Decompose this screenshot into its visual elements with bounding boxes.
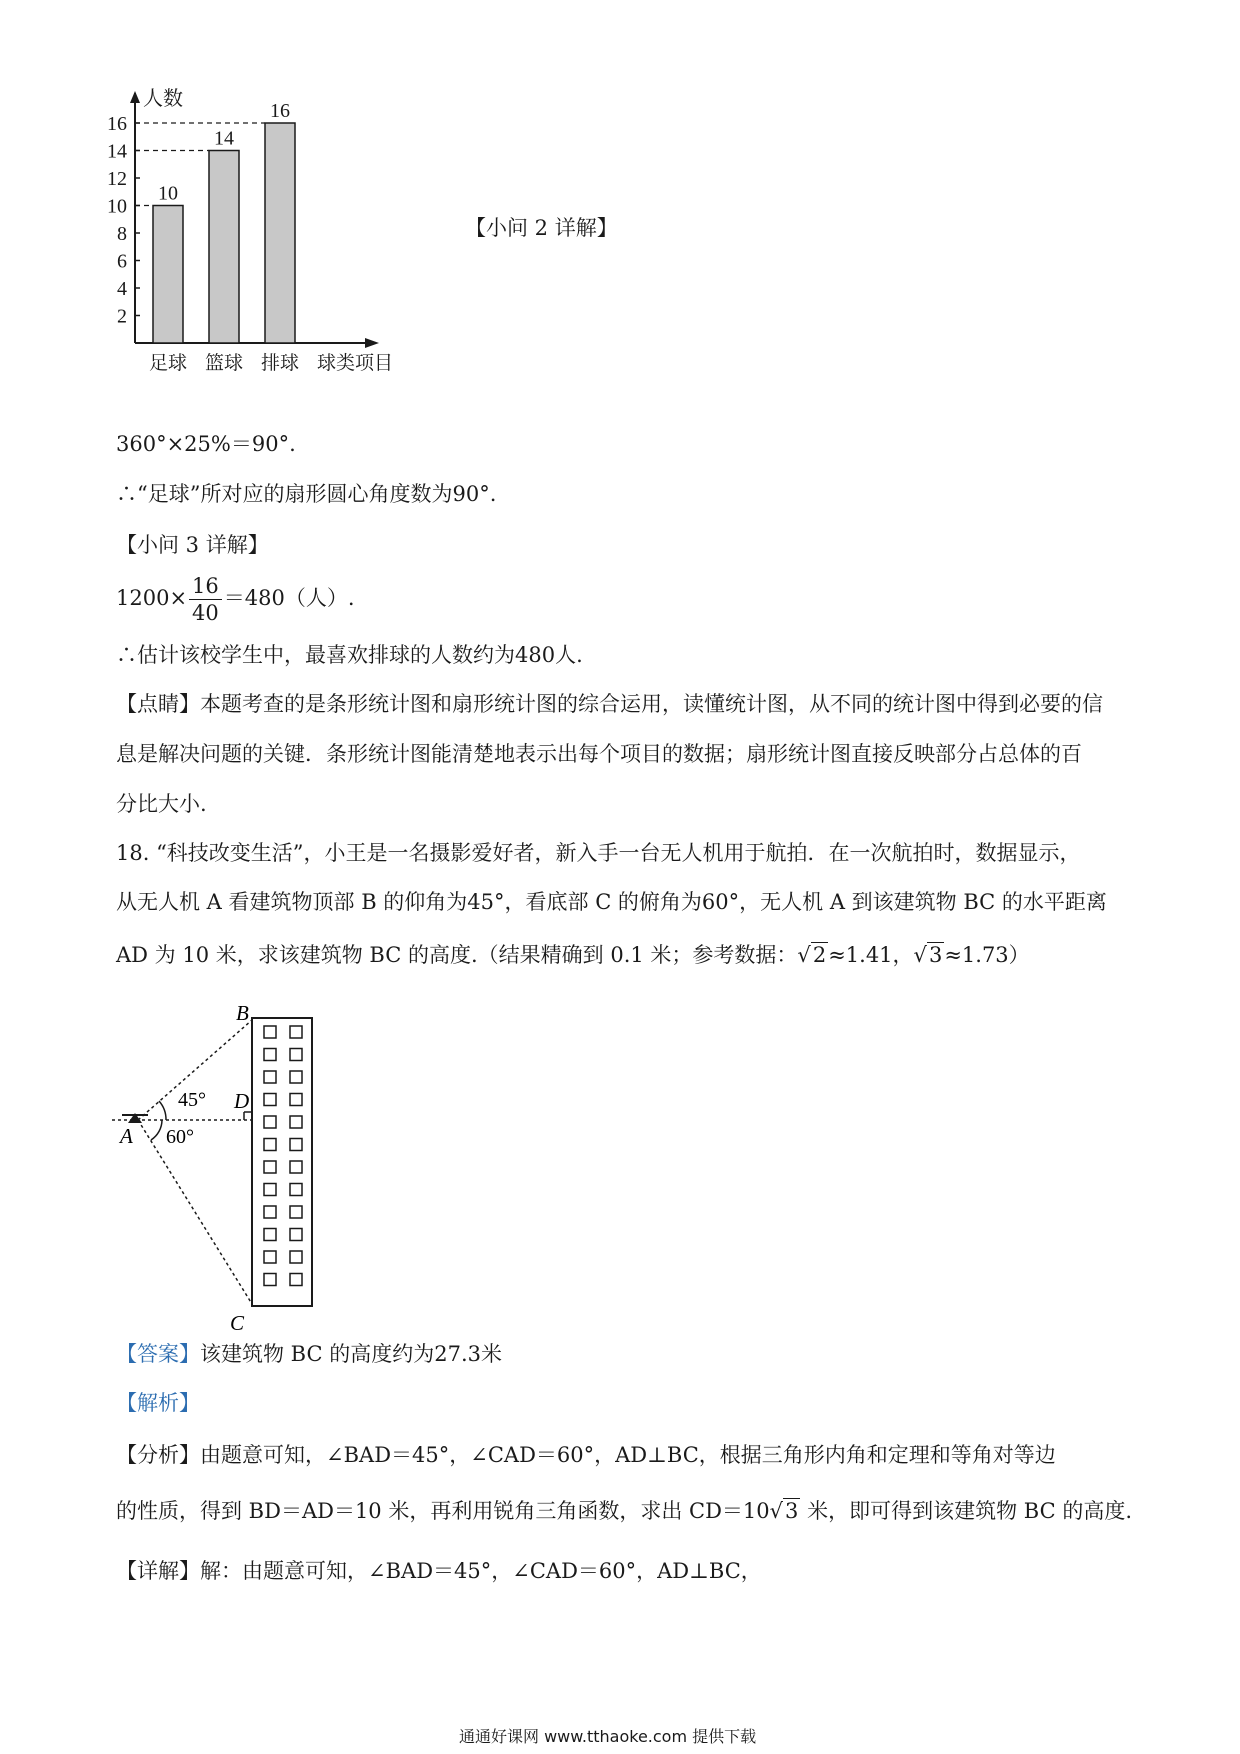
analysis-line-1: 【分析】由题意可知，∠BAD＝45°，∠CAD＝60°，AD⊥BC，根据三角形内角和定理和等角对等边 xyxy=(116,1443,1056,1467)
q3-fraction xyxy=(189,573,222,626)
window xyxy=(264,1184,276,1196)
category-label: 篮球 xyxy=(204,352,244,374)
window xyxy=(264,1071,276,1083)
heading-q2: 【小问 2 详解】 xyxy=(465,216,618,240)
window xyxy=(264,1161,276,1173)
window xyxy=(264,1139,276,1151)
answer-text: 该建筑物 BC 的高度约为27.3米 xyxy=(200,1342,502,1366)
page-footer: 通通好课网 www.tthaoke.com 提供下载 xyxy=(459,1727,757,1746)
analysis-tag: 【解析】 xyxy=(116,1391,200,1415)
window xyxy=(290,1116,302,1128)
window xyxy=(290,1139,302,1151)
sqrt3: √3 xyxy=(913,943,943,967)
sqrt2: √2 xyxy=(797,943,827,967)
problem18-line-2: 从无人机 A 看建筑物顶部 B 的仰角为45°，看底部 C 的俯角为60°，无人机 A 到该建筑物 BC 的水平距离 xyxy=(116,890,1107,914)
bar xyxy=(153,206,183,344)
bar xyxy=(209,151,239,344)
label-c: C xyxy=(230,1311,245,1333)
answer-line xyxy=(116,1339,502,1369)
window xyxy=(264,1229,276,1241)
window xyxy=(290,1049,302,1061)
window xyxy=(264,1026,276,1038)
angle-label-45: 45° xyxy=(178,1089,206,1111)
building-windows xyxy=(264,1026,302,1286)
q2-conclusion-value: 90° xyxy=(452,482,490,506)
q3-fraction-numerator: 16 xyxy=(189,573,222,600)
y-tick-label: 14 xyxy=(107,140,127,163)
sqrt-three-radicand: 3 xyxy=(785,1499,799,1523)
bar xyxy=(265,123,295,343)
window xyxy=(290,1206,302,1218)
q3-conclusion: ∴估计该校学生中，最喜欢排球的人数约为480人. xyxy=(116,643,583,667)
drone-icon xyxy=(122,1113,148,1123)
y-tick-label: 6 xyxy=(117,250,127,273)
y-axis-arrow xyxy=(130,91,140,103)
q2-conclusion-suffix: . xyxy=(489,482,497,506)
problem18-line-3 xyxy=(116,940,1030,970)
q3-calc-tail: ＝480（人）. xyxy=(223,586,355,610)
x-axis-label: 球类项目 xyxy=(317,352,394,374)
angle-arc-45 xyxy=(159,1101,166,1120)
analysis-line-2-text: 的性质，得到 BD＝AD＝10 米，再利用锐角三角函数，求出 CD＝10 xyxy=(116,1499,770,1523)
y-tick-label: 16 xyxy=(107,113,127,135)
comment-line-3: 分比大小. xyxy=(116,792,207,816)
window xyxy=(290,1184,302,1196)
data-label: 10 xyxy=(158,182,178,205)
label-a: A xyxy=(120,1124,133,1148)
y-axis-label: 人数 xyxy=(143,86,183,110)
window xyxy=(290,1094,302,1106)
q2-conclusion xyxy=(116,479,496,509)
x-axis-arrow xyxy=(365,338,379,348)
detail-line: 【详解】解：由题意可知，∠BAD＝45°，∠CAD＝60°，AD⊥BC， xyxy=(116,1559,762,1583)
data-label: 16 xyxy=(270,100,290,122)
label-b: B xyxy=(236,1001,249,1025)
heading-q3: 【小问 3 详解】 xyxy=(116,533,269,557)
y-tick-label: 10 xyxy=(107,195,127,218)
q2-calculation: 360°×25%＝90°. xyxy=(116,432,296,456)
angle-label-60: 60° xyxy=(166,1126,194,1148)
data-label: 14 xyxy=(214,127,234,150)
building xyxy=(252,1018,312,1306)
window xyxy=(264,1206,276,1218)
category-label: 足球 xyxy=(148,352,188,374)
approx2: ≈1.41， xyxy=(828,943,914,967)
approx3: ≈1.73） xyxy=(944,943,1030,967)
category-label: 排球 xyxy=(260,352,300,374)
bar-chart xyxy=(95,85,465,425)
angle-arc-60 xyxy=(151,1120,162,1140)
q2-conclusion-prefix: ∴“足球”所对应的扇形圆心角度数为 xyxy=(116,482,453,506)
y-tick-label: 8 xyxy=(117,223,127,245)
sqrt3-radicand: 3 xyxy=(928,943,943,967)
window xyxy=(290,1071,302,1083)
window xyxy=(264,1251,276,1263)
geometry-figure xyxy=(108,998,328,1333)
answer-tag: 【答案】 xyxy=(116,1342,200,1366)
sqrt2-radicand: 2 xyxy=(812,943,827,967)
sqrt-three: √3 xyxy=(769,1499,799,1523)
window xyxy=(290,1161,302,1173)
label-d: D xyxy=(234,1089,250,1113)
window xyxy=(290,1274,302,1286)
y-tick-label: 12 xyxy=(107,168,127,190)
q3-fraction-denominator: 40 xyxy=(192,601,219,625)
y-tick-label: 2 xyxy=(117,305,127,328)
window xyxy=(264,1094,276,1106)
window xyxy=(290,1251,302,1263)
q3-calculation xyxy=(116,568,355,628)
window xyxy=(290,1229,302,1241)
y-tick-label: 4 xyxy=(117,278,127,300)
problem18-line-1: 18. “科技改变生活”，小王是一名摄影爱好者，新入手一台无人机用于航拍．在一次航拍时，数据显示， xyxy=(116,841,1081,865)
window xyxy=(290,1026,302,1038)
comment-line-2: 息是解决问题的关键．条形统计图能清楚地表示出每个项目的数据；扇形统计图直接反映部分占总体的百 xyxy=(116,742,1082,766)
window xyxy=(264,1049,276,1061)
window xyxy=(264,1116,276,1128)
analysis-line-2 xyxy=(116,1496,1132,1526)
sight-line-ac xyxy=(138,1120,252,1304)
q3-calc-lead: 1200× xyxy=(116,586,188,610)
comment-line-1: 【点睛】本题考查的是条形统计图和扇形统计图的综合运用，读懂统计图，从不同的统计图中得到必要的信 xyxy=(116,692,1103,716)
window xyxy=(264,1274,276,1286)
problem18-line-3-text: AD 为 10 米，求该建筑物 BC 的高度.（结果精确到 0.1 米；参考数据： xyxy=(116,943,798,967)
analysis-line-2-rest: 米，即可得到该建筑物 BC 的高度. xyxy=(800,1499,1133,1523)
